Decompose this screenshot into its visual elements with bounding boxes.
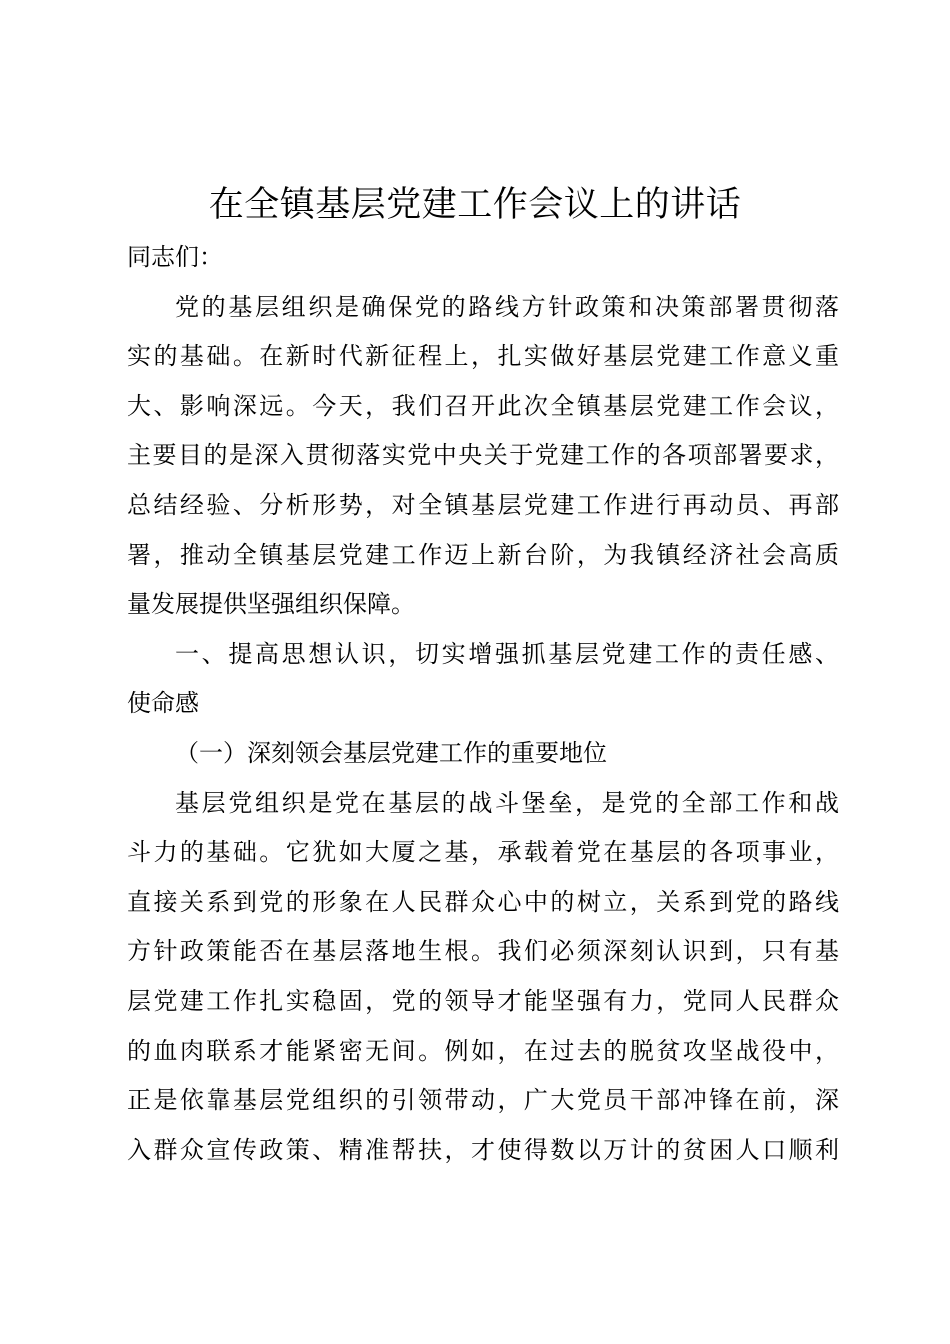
text-line: 的血肉联系才能紧密无间。例如，在过去的脱贫攻坚战役中， (127, 1036, 839, 1065)
text-line: 层党建工作扎实稳固，党的领导才能坚强有力，党同人民群众 (127, 986, 839, 1015)
text-line: 主要目的是深入贯彻落实党中央关于党建工作的各项部署要求， (127, 441, 839, 470)
text-line: 基层党组织是党在基层的战斗堡垒，是党的全部工作和战 (175, 788, 839, 817)
section-heading-1 (127, 630, 839, 729)
text-line: 直接关系到党的形象在人民群众心中的树立，关系到党的路线 (127, 887, 839, 916)
salutation: 同志们： (127, 243, 223, 271)
text-line: 量发展提供坚强组织保障。 (127, 590, 415, 619)
text-line: （一）深刻领会基层党建工作的重要地位 (175, 738, 607, 767)
text-line: 斗力的基础。它犹如大厦之基，承载着党在基层的各项事业， (127, 838, 839, 867)
text-line: 使命感 (127, 689, 199, 718)
document-title: 在全镇基层党建工作会议上的讲话 (208, 185, 742, 225)
paragraph-body (127, 779, 839, 1176)
text-line: 总结经验、分析形势，对全镇基层党建工作进行再动员、再部 (127, 490, 839, 519)
paragraph-intro (127, 283, 839, 630)
text-line: 署，推动全镇基层党建工作迈上新台阶，为我镇经济社会高质 (127, 540, 839, 569)
text-line: 方针政策能否在基层落地生根。我们必须深刻认识到，只有基 (127, 937, 839, 966)
document-body (127, 233, 839, 1175)
text-line: 入群众宣传政策、精准帮扶，才使得数以万计的贫困人口顺利 (127, 1135, 839, 1164)
subsection-heading-1 (127, 729, 839, 779)
text-line: 一、提高思想认识，切实增强抓基层党建工作的责任感、 (175, 639, 839, 668)
text-line: 实的基础。在新时代新征程上，扎实做好基层党建工作意义重 (127, 342, 839, 371)
text-line: 党的基层组织是确保党的路线方针政策和决策部署贯彻落 (175, 292, 839, 321)
text-line: 正是依靠基层党组织的引领带动，广大党员干部冲锋在前，深 (127, 1086, 839, 1115)
text-line: 大、影响深远。今天，我们召开此次全镇基层党建工作会议， (127, 391, 839, 420)
